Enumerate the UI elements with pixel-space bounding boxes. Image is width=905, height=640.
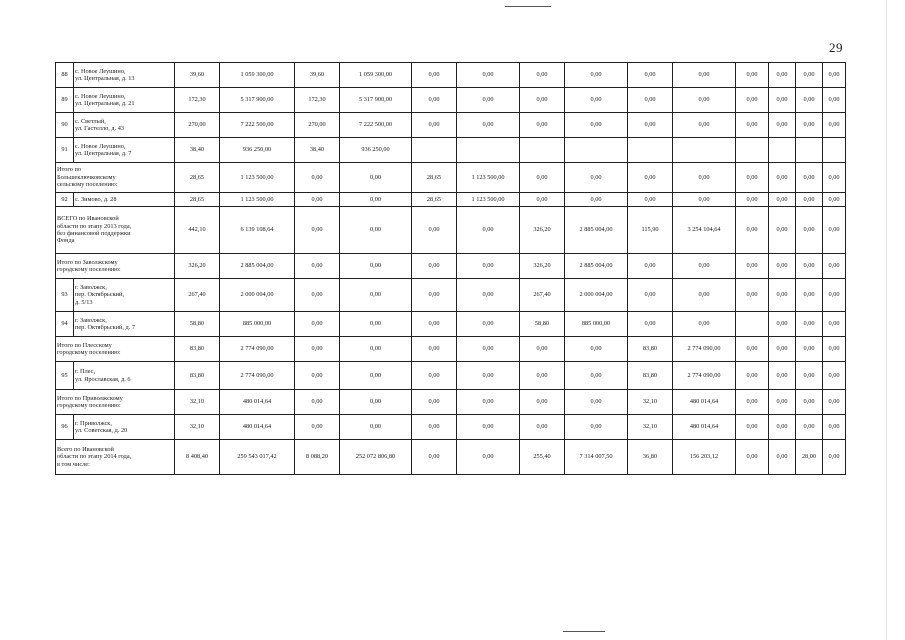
cell-text-line: ул. Гастелло, д. 43 xyxy=(75,125,125,132)
value-cell: 8 088,20 xyxy=(295,440,340,475)
value-cell: 252 072 806,80 xyxy=(340,440,412,475)
value-cell: 0,00 xyxy=(736,163,769,193)
address-cell xyxy=(74,88,175,113)
value-cell: 0,00 xyxy=(457,254,520,279)
value-cell: 5 317 900,00 xyxy=(220,88,295,113)
value-cell: 0,00 xyxy=(796,163,823,193)
cell-text-line: ул. Центральная, д. 7 xyxy=(75,150,132,157)
address-cell xyxy=(74,63,175,88)
value-cell: 1 123 500,00 xyxy=(220,163,295,193)
value-cell: 0,00 xyxy=(457,415,520,440)
value-cell: 2 885 004,00 xyxy=(565,254,628,279)
address-cell xyxy=(74,312,175,337)
value-cell: 885 000,00 xyxy=(220,312,295,337)
value-cell: 0,00 xyxy=(520,415,565,440)
value-cell: 28,65 xyxy=(175,163,220,193)
value-cell: 0,00 xyxy=(457,113,520,138)
value-cell: 0,00 xyxy=(457,337,520,362)
value-cell: 0,00 xyxy=(340,163,412,193)
cell-text-line: ул. Центральная, д. 13 xyxy=(75,75,135,82)
value-cell: 28,65 xyxy=(175,193,220,207)
value-cell: 39,60 xyxy=(295,63,340,88)
cell-text-line: г. Заволжск, xyxy=(75,316,107,324)
summary-label-cell xyxy=(56,254,175,279)
value-cell: 0,00 xyxy=(736,113,769,138)
cell-text-line: без финансовой поддержки xyxy=(57,230,131,237)
row-number-cell: 89 xyxy=(56,88,74,113)
value-cell: 0,00 xyxy=(340,312,412,337)
value-cell: 0,00 xyxy=(457,207,520,254)
value-cell: 7 222 500,00 xyxy=(340,113,412,138)
table-row xyxy=(56,138,846,163)
value-cell: 115,90 xyxy=(628,207,673,254)
cell-text-line: Фонда xyxy=(57,237,75,245)
value-cell: 8 408,40 xyxy=(175,440,220,475)
value-cell: 885 000,00 xyxy=(565,312,628,337)
table-row xyxy=(56,312,846,337)
value-cell: 38,40 xyxy=(175,138,220,163)
value-cell: 0,00 xyxy=(565,113,628,138)
value-cell: 0,00 xyxy=(628,312,673,337)
value-cell: 0,00 xyxy=(457,88,520,113)
value-cell xyxy=(565,138,628,163)
value-cell: 1 123 500,00 xyxy=(457,193,520,207)
value-cell: 1 059 300,00 xyxy=(340,63,412,88)
cell-text-line: г. Заволжск, xyxy=(75,283,107,291)
value-cell: 2 000 004,00 xyxy=(220,279,295,312)
value-cell: 0,00 xyxy=(628,193,673,207)
value-cell: 0,00 xyxy=(457,279,520,312)
value-cell: 0,00 xyxy=(412,254,457,279)
cell-text-line: в том числе: xyxy=(57,460,90,468)
value-cell: 0,00 xyxy=(520,163,565,193)
row-number-cell: 90 xyxy=(56,113,74,138)
value-cell: 0,00 xyxy=(796,415,823,440)
value-cell: 267,40 xyxy=(175,279,220,312)
table-row xyxy=(56,63,846,88)
page-edge xyxy=(886,0,887,640)
value-cell: 0,00 xyxy=(823,163,846,193)
value-cell: 0,00 xyxy=(796,207,823,254)
value-cell: 172,30 xyxy=(295,88,340,113)
value-cell: 7 222 500,00 xyxy=(220,113,295,138)
value-cell: 0,00 xyxy=(769,163,796,193)
value-cell: 326,20 xyxy=(175,254,220,279)
value-cell: 480 014,64 xyxy=(673,390,736,415)
value-cell: 0,00 xyxy=(673,63,736,88)
value-cell: 0,00 xyxy=(736,440,769,475)
value-cell: 0,00 xyxy=(565,390,628,415)
value-cell: 0,00 xyxy=(769,390,796,415)
table-row xyxy=(56,362,846,390)
value-cell xyxy=(628,138,673,163)
value-cell: 0,00 xyxy=(412,113,457,138)
value-cell: 0,00 xyxy=(628,279,673,312)
cell-text-line: д. 5/13 xyxy=(75,298,93,306)
cell-text-line: с. Новое Леушино, xyxy=(75,142,126,150)
value-cell: 0,00 xyxy=(628,63,673,88)
address-cell xyxy=(74,415,175,440)
top-rule xyxy=(505,6,551,7)
value-cell: 2 000 004,00 xyxy=(565,279,628,312)
cell-text-line: ул. Центральная, д. 21 xyxy=(75,100,135,107)
value-cell: 0,00 xyxy=(412,312,457,337)
cell-text-line: городскому поселению: xyxy=(57,402,121,409)
value-cell: 0,00 xyxy=(736,254,769,279)
value-cell: 0,00 xyxy=(769,113,796,138)
value-cell: 0,00 xyxy=(796,337,823,362)
address-cell xyxy=(74,113,175,138)
value-cell: 2 774 090,00 xyxy=(220,362,295,390)
cell-text-line: пер. Октябрьский, xyxy=(75,291,124,299)
value-cell: 0,00 xyxy=(796,362,823,390)
value-cell: 0,00 xyxy=(736,63,769,88)
summary-row xyxy=(56,337,846,362)
address-cell xyxy=(74,193,175,207)
cell-text-line: области по этапу 2014 года, xyxy=(57,453,132,461)
value-cell: 0,00 xyxy=(340,279,412,312)
cell-text-line: Всего по Ивановской xyxy=(57,445,114,453)
value-cell: 0,00 xyxy=(520,390,565,415)
value-cell: 0,00 xyxy=(769,312,796,337)
value-cell: 0,00 xyxy=(673,312,736,337)
value-cell: 0,00 xyxy=(823,113,846,138)
value-cell: 0,00 xyxy=(736,337,769,362)
value-cell: 0,00 xyxy=(295,207,340,254)
value-cell: 0,00 xyxy=(457,440,520,475)
cell-text-line: ул. Советская, д. 20 xyxy=(75,427,128,434)
cell-text-line: Итого по Заволжскому xyxy=(57,258,118,266)
value-cell: 83,80 xyxy=(175,362,220,390)
value-cell: 0,00 xyxy=(769,254,796,279)
cell-text-line: с. Новое Леушино, xyxy=(75,67,126,75)
value-cell xyxy=(520,138,565,163)
value-cell: 1 123 500,00 xyxy=(457,163,520,193)
value-cell xyxy=(823,138,846,163)
value-cell: 0,00 xyxy=(520,193,565,207)
value-cell xyxy=(673,138,736,163)
value-cell: 0,00 xyxy=(628,163,673,193)
row-number-cell: 91 xyxy=(56,138,74,163)
value-cell: 0,00 xyxy=(796,390,823,415)
value-cell xyxy=(736,138,769,163)
value-cell: 0,00 xyxy=(823,279,846,312)
value-cell xyxy=(796,138,823,163)
summary-label-cell xyxy=(56,337,175,362)
value-cell: 0,00 xyxy=(823,254,846,279)
value-cell: 0,00 xyxy=(736,88,769,113)
value-cell: 0,00 xyxy=(340,337,412,362)
value-cell: 936 250,00 xyxy=(340,138,412,163)
cell-text-line: ул. Ярославская, д. 6 xyxy=(75,375,131,383)
value-cell: 0,00 xyxy=(565,415,628,440)
value-cell: 0,00 xyxy=(769,63,796,88)
value-cell: 32,10 xyxy=(175,415,220,440)
value-cell: 0,00 xyxy=(565,193,628,207)
value-cell: 0,00 xyxy=(736,415,769,440)
value-cell: 0,00 xyxy=(628,254,673,279)
value-cell: 0,00 xyxy=(412,362,457,390)
address-cell xyxy=(74,279,175,312)
row-number-cell: 95 xyxy=(56,362,74,390)
value-cell: 0,00 xyxy=(340,415,412,440)
cell-text-line: г. Приволжск, xyxy=(75,419,112,427)
value-cell: 0,00 xyxy=(295,362,340,390)
value-cell: 2 774 090,00 xyxy=(673,337,736,362)
value-cell: 255,40 xyxy=(520,440,565,475)
value-cell: 0,00 xyxy=(340,207,412,254)
value-cell: 0,00 xyxy=(673,113,736,138)
value-cell: 32,10 xyxy=(628,390,673,415)
value-cell: 0,00 xyxy=(823,312,846,337)
value-cell: 480 014,64 xyxy=(220,415,295,440)
value-cell: 0,00 xyxy=(796,312,823,337)
value-cell: 480 014,64 xyxy=(220,390,295,415)
value-cell: 0,00 xyxy=(520,63,565,88)
cell-text-line: Итого по Плесскому xyxy=(57,341,112,349)
value-cell: 0,00 xyxy=(412,63,457,88)
value-cell: 0,00 xyxy=(295,279,340,312)
value-cell: 0,00 xyxy=(823,63,846,88)
cell-text-line: Большеключковскому xyxy=(57,173,116,181)
value-cell: 0,00 xyxy=(769,337,796,362)
value-cell: 270,00 xyxy=(295,113,340,138)
value-cell: 0,00 xyxy=(673,163,736,193)
value-cell: 2 885 004,00 xyxy=(220,254,295,279)
cell-text-line: пер. Октябрьский, д. 7 xyxy=(75,324,136,331)
value-cell: 0,00 xyxy=(457,390,520,415)
table-row xyxy=(56,415,846,440)
value-cell: 0,00 xyxy=(628,113,673,138)
cell-text-line: ВСЕГО по Ивановской xyxy=(57,215,119,223)
value-cell: 0,00 xyxy=(673,88,736,113)
row-number-cell: 88 xyxy=(56,63,74,88)
cell-text-line: сельскому поселению: xyxy=(57,181,118,189)
value-cell: 0,00 xyxy=(520,113,565,138)
value-cell: 0,00 xyxy=(823,207,846,254)
value-cell: 326,20 xyxy=(520,207,565,254)
value-cell: 0,00 xyxy=(295,163,340,193)
value-cell: 0,00 xyxy=(823,193,846,207)
value-cell: 326,20 xyxy=(520,254,565,279)
value-cell: 156 203,12 xyxy=(673,440,736,475)
cell-text-line: г. Плес, xyxy=(75,368,96,376)
value-cell: 0,00 xyxy=(673,254,736,279)
value-cell: 0,00 xyxy=(769,193,796,207)
value-cell: 442,10 xyxy=(175,207,220,254)
value-cell: 0,00 xyxy=(412,88,457,113)
value-cell: 0,00 xyxy=(295,193,340,207)
value-cell: 0,00 xyxy=(769,415,796,440)
value-cell: 0,00 xyxy=(736,362,769,390)
value-cell: 39,60 xyxy=(175,63,220,88)
value-cell: 2 774 090,00 xyxy=(220,337,295,362)
value-cell: 0,00 xyxy=(769,362,796,390)
value-cell: 28,65 xyxy=(412,193,457,207)
value-cell: 0,00 xyxy=(295,254,340,279)
value-cell: 0,00 xyxy=(769,207,796,254)
value-cell: 0,00 xyxy=(340,193,412,207)
table-row xyxy=(56,193,846,207)
value-cell: 0,00 xyxy=(412,337,457,362)
value-cell: 0,00 xyxy=(823,390,846,415)
summary-row xyxy=(56,440,846,475)
summary-row xyxy=(56,207,846,254)
value-cell: 0,00 xyxy=(736,207,769,254)
table-row xyxy=(56,279,846,312)
value-cell xyxy=(769,138,796,163)
value-cell: 0,00 xyxy=(796,254,823,279)
value-cell: 32,10 xyxy=(175,390,220,415)
value-cell: 0,00 xyxy=(736,193,769,207)
value-cell xyxy=(412,138,457,163)
value-cell: 0,00 xyxy=(520,337,565,362)
value-cell: 0,00 xyxy=(673,193,736,207)
bottom-rule xyxy=(563,631,605,632)
value-cell: 0,00 xyxy=(628,88,673,113)
value-cell: 936 250,00 xyxy=(220,138,295,163)
value-cell: 0,00 xyxy=(295,312,340,337)
value-cell: 0,00 xyxy=(796,88,823,113)
value-cell: 0,00 xyxy=(673,279,736,312)
value-cell: 0,00 xyxy=(340,254,412,279)
cell-text-line: городскому поселению: xyxy=(57,349,121,356)
row-number-cell: 94 xyxy=(56,312,74,337)
value-cell: 0,00 xyxy=(565,362,628,390)
cell-text-line: области по этапу 2013 года, xyxy=(57,222,132,230)
value-cell: 0,00 xyxy=(340,390,412,415)
value-cell xyxy=(457,138,520,163)
value-cell: 0,00 xyxy=(796,279,823,312)
value-cell: 58,80 xyxy=(175,312,220,337)
value-cell: 36,80 xyxy=(628,440,673,475)
value-cell: 0,00 xyxy=(295,390,340,415)
value-cell: 83,80 xyxy=(628,337,673,362)
value-cell: 1 059 300,00 xyxy=(220,63,295,88)
cell-text-line: с. Зимово, д. 28 xyxy=(75,195,117,203)
value-cell: 0,00 xyxy=(295,415,340,440)
value-cell: 0,00 xyxy=(565,63,628,88)
value-cell: 0,00 xyxy=(412,207,457,254)
value-cell: 2 774 090,00 xyxy=(673,362,736,390)
cell-text-line: городскому поселению: xyxy=(57,266,121,273)
row-number-cell: 96 xyxy=(56,415,74,440)
value-cell: 0,00 xyxy=(823,362,846,390)
value-cell: 480 014,64 xyxy=(673,415,736,440)
value-cell: 0,00 xyxy=(520,362,565,390)
value-cell: 0,00 xyxy=(565,163,628,193)
value-cell: 3 254 104,64 xyxy=(673,207,736,254)
value-cell: 0,00 xyxy=(769,440,796,475)
value-cell: 6 139 108,64 xyxy=(220,207,295,254)
address-cell xyxy=(74,138,175,163)
value-cell: 28,00 xyxy=(796,440,823,475)
cell-text-line: с. Светлый, xyxy=(75,117,106,125)
value-cell: 0,00 xyxy=(823,415,846,440)
value-cell: 259 543 017,42 xyxy=(220,440,295,475)
value-cell: 270,00 xyxy=(175,113,220,138)
value-cell: 0,00 xyxy=(796,113,823,138)
value-cell: 267,40 xyxy=(520,279,565,312)
value-cell: 0,00 xyxy=(769,88,796,113)
summary-label-cell xyxy=(56,440,175,475)
summary-row xyxy=(56,254,846,279)
table-row xyxy=(56,113,846,138)
value-cell: 5 317 900,00 xyxy=(340,88,412,113)
address-cell xyxy=(74,362,175,390)
value-cell: 0,00 xyxy=(823,88,846,113)
value-cell: 32,10 xyxy=(628,415,673,440)
value-cell: 0,00 xyxy=(412,279,457,312)
value-cell: 1 123 500,00 xyxy=(220,193,295,207)
table-row xyxy=(56,88,846,113)
page-number: 29 xyxy=(829,40,843,55)
value-cell: 0,00 xyxy=(736,279,769,312)
value-cell xyxy=(736,312,769,337)
value-cell: 0,00 xyxy=(796,193,823,207)
value-cell: 0,00 xyxy=(295,337,340,362)
cell-text-line: с. Новое Леушино, xyxy=(75,92,126,100)
summary-label-cell xyxy=(56,207,175,254)
summary-label-cell xyxy=(56,163,175,193)
value-cell: 0,00 xyxy=(823,440,846,475)
summary-row xyxy=(56,163,846,193)
value-cell: 83,80 xyxy=(628,362,673,390)
data-table xyxy=(55,62,846,475)
value-cell: 172,30 xyxy=(175,88,220,113)
value-cell: 0,00 xyxy=(412,390,457,415)
cell-text-line: Итого по Приволжскому xyxy=(57,394,123,402)
value-cell: 0,00 xyxy=(565,337,628,362)
value-cell: 0,00 xyxy=(796,63,823,88)
cell-text-line: Итого по xyxy=(57,166,82,174)
value-cell: 0,00 xyxy=(736,390,769,415)
value-cell: 58,80 xyxy=(520,312,565,337)
value-cell: 2 885 004,00 xyxy=(565,207,628,254)
value-cell: 0,00 xyxy=(769,279,796,312)
value-cell: 28,65 xyxy=(412,163,457,193)
value-cell: 0,00 xyxy=(340,362,412,390)
value-cell: 0,00 xyxy=(412,415,457,440)
row-number-cell: 93 xyxy=(56,279,74,312)
value-cell: 0,00 xyxy=(565,88,628,113)
value-cell: 0,00 xyxy=(457,63,520,88)
value-cell: 0,00 xyxy=(520,88,565,113)
summary-row xyxy=(56,390,846,415)
value-cell: 0,00 xyxy=(457,362,520,390)
value-cell: 0,00 xyxy=(457,312,520,337)
value-cell: 0,00 xyxy=(823,337,846,362)
value-cell: 83,80 xyxy=(175,337,220,362)
value-cell: 7 314 007,50 xyxy=(565,440,628,475)
value-cell: 0,00 xyxy=(412,440,457,475)
summary-label-cell xyxy=(56,390,175,415)
value-cell: 38,40 xyxy=(295,138,340,163)
row-number-cell: 92 xyxy=(56,193,74,207)
